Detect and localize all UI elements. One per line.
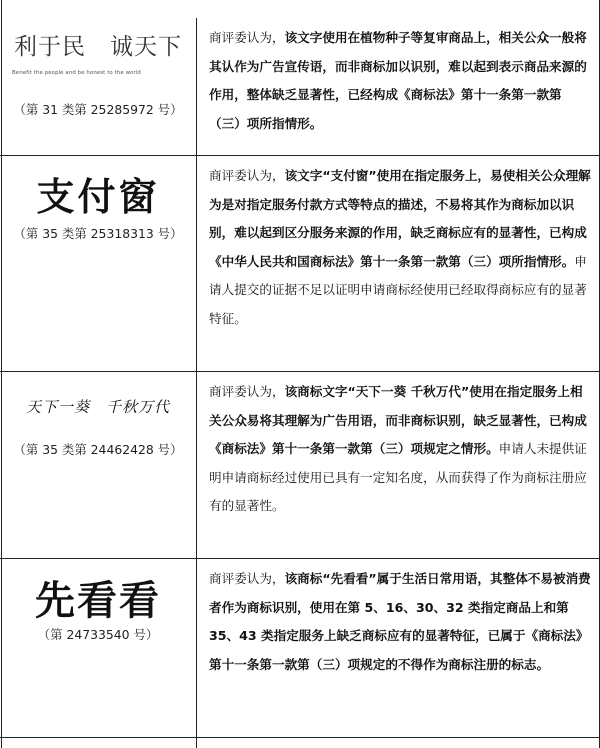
ruling-segment-bold: 该文字使用在植物种子等复审商品上，相关公众一般将其认作为广告宣传语，而非商标加以识别，难以起到表示商品来源的作用，整体缺乏显著性，已经构成《商标法》第十一条第一款第（三）项所指情形。 (209, 30, 587, 131)
table-row (0, 18, 600, 155)
logo-cell (0, 372, 197, 558)
ruling-text (197, 559, 600, 737)
table-row (0, 156, 600, 371)
registration-number: （第 35 类第 25318313 号） (13, 226, 183, 241)
trademark-tagline: Benefit the people and be honest to the world (12, 70, 141, 76)
ruling-text (197, 156, 600, 371)
ruling-segment: 申请人提交的证据不足以证明申请商标经使用已经取得商标应有的显著特征。 (209, 253, 587, 326)
ruling-segment-bold: 该商标“先看看”属于生活日常用语，其整体不易被消费者作为商标识别，使用在第 5、16、30、32 类指定商品上和第 35、43 类指定服务上缺乏商标应有的显著特征，已属于《商标法》第十一条第一款第（三）项规定的不得作为商标注册的标志。 (209, 571, 591, 672)
logo-cell (0, 18, 197, 155)
registration-number: （第 35 类第 24462428 号） (13, 442, 183, 457)
ruling-segment: 商评委认为， (209, 384, 285, 399)
ruling-text (197, 18, 600, 155)
ruling-segment-bold: 该商标文字“天下一葵 千秋万代”使用在指定服务上相关公众易将其理解为广告用语，而非商标识别，缺乏显著性，已构成《商标法》第十一条第一款第（三）项规定之情形。 (209, 384, 587, 456)
ruling-segment: 商评委认为， (209, 571, 285, 586)
ruling-segment: 申请人未提供证明申请商标经过使用已具有一定知名度，从而获得了作为商标注册应有的显著性。 (209, 441, 587, 513)
table-row (0, 559, 600, 737)
ruling-segment: 商评委认为， (209, 30, 285, 45)
trademark-logo: 先看看 (35, 578, 161, 624)
ruling-segment-bold: 该文字“支付窗”使用在指定服务上，易使相关公众理解为是对指定服务付款方式等特点的描述，不易将其作为商标加以识别，难以起到区分服务来源的作用，缺乏商标应有的显著性，已构成《中华人民共和国商标法》第十一条第一款第（三）项所指情形。 (209, 168, 591, 269)
table-row (0, 372, 600, 558)
logo-cell (0, 559, 197, 737)
trademark-logo: 支付窗 (36, 175, 160, 219)
logo-cell (0, 738, 197, 748)
trademark-logo: 天下一葵 千秋万代 (25, 398, 170, 416)
ruling-text (197, 372, 600, 558)
table-row-partial (0, 738, 600, 748)
logo-cell (0, 156, 197, 371)
registration-number: （第 24733540 号） (37, 627, 159, 642)
registration-number: （第 31 类第 25285972 号） (13, 102, 183, 117)
ruling-segment: 商评委认为， (209, 168, 285, 183)
trademark-logo: 利于民 诚天下 (14, 34, 182, 60)
